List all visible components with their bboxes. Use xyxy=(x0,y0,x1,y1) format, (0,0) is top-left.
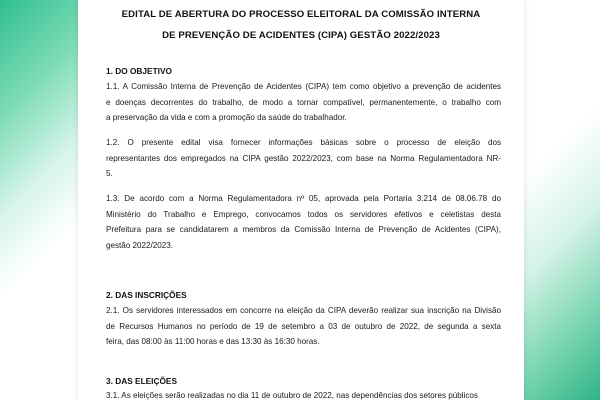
document-title-line-2: DE PREVENÇÃO DE ACIDENTES (CIPA) GESTÃO 2022/2023 xyxy=(162,30,440,41)
text-line: 5. xyxy=(106,169,113,179)
text-line: representantes dos empregados na CIPA gestão 2022/2023, com base na Norma Regulamentadora NR- xyxy=(106,153,501,163)
text-line: 3.1. As eleições serão realizadas no dia 11 de outubro de 2022, nas dependências dos setores públicos xyxy=(106,391,478,400)
text-line: gestão 2022/2023. xyxy=(106,241,174,251)
paragraph-1-1 xyxy=(106,79,501,126)
section-heading-eleicoes: 3. DAS ELEIÇÕES xyxy=(106,376,178,386)
section-heading-inscricoes: 2. DAS INSCRIÇÕES xyxy=(106,290,187,300)
text-line: feira, das 08:00 às 11:00 horas e das 13:30 às 16:30 horas. xyxy=(106,337,320,347)
text-line: 2.1. Os servidores interessados em concorre na eleição da CIPA deverão realizar sua inscrição na Divisão xyxy=(106,306,501,315)
text-line: 1.2. O presente edital visa fornecer informações básicas sobre o processo de eleição dos xyxy=(106,138,501,147)
text-line: e doenças decorrentes do trabalho, de modo a tornar compatível, permanentemente, o trabalho com xyxy=(106,97,501,107)
paragraph-1-3 xyxy=(106,191,501,254)
text-line: a preservação da vida e com a promoção da saúde do trabalhador. xyxy=(106,113,347,123)
text-line: de Recursos Humanos no período de 19 de setembro a 03 de outubro de 2022, de segunda a sexta xyxy=(106,321,501,331)
section-heading-objetivo: 1. DO OBJETIVO xyxy=(106,66,172,76)
text-line: Ministério do Trabalho e Emprego, convocamos todos os servidores efetivos e celetistas desta xyxy=(106,209,501,219)
paragraph-1-2 xyxy=(106,135,501,182)
paragraph-2-1 xyxy=(106,303,501,350)
text-line: 1.3. De acordo com a Norma Regulamentadora nº 05, aprovada pela Portaria 3.214 de 08.06.78 do xyxy=(106,194,501,203)
document-title-line-1: EDITAL DE ABERTURA DO PROCESSO ELEITORAL DA COMISSÃO INTERNA xyxy=(121,9,481,20)
paragraph-3-1 xyxy=(106,388,501,400)
text-line: 1.1. A Comissão Interna de Prevenção de Acidentes (CIPA) tem como objetivo a prevenção de acidentes xyxy=(106,82,501,91)
text-line: Prefeitura para se candidatarem a membros da Comissão Interna de Prevenção de Acidentes (CIPA), xyxy=(106,225,501,235)
document-page xyxy=(78,0,524,400)
